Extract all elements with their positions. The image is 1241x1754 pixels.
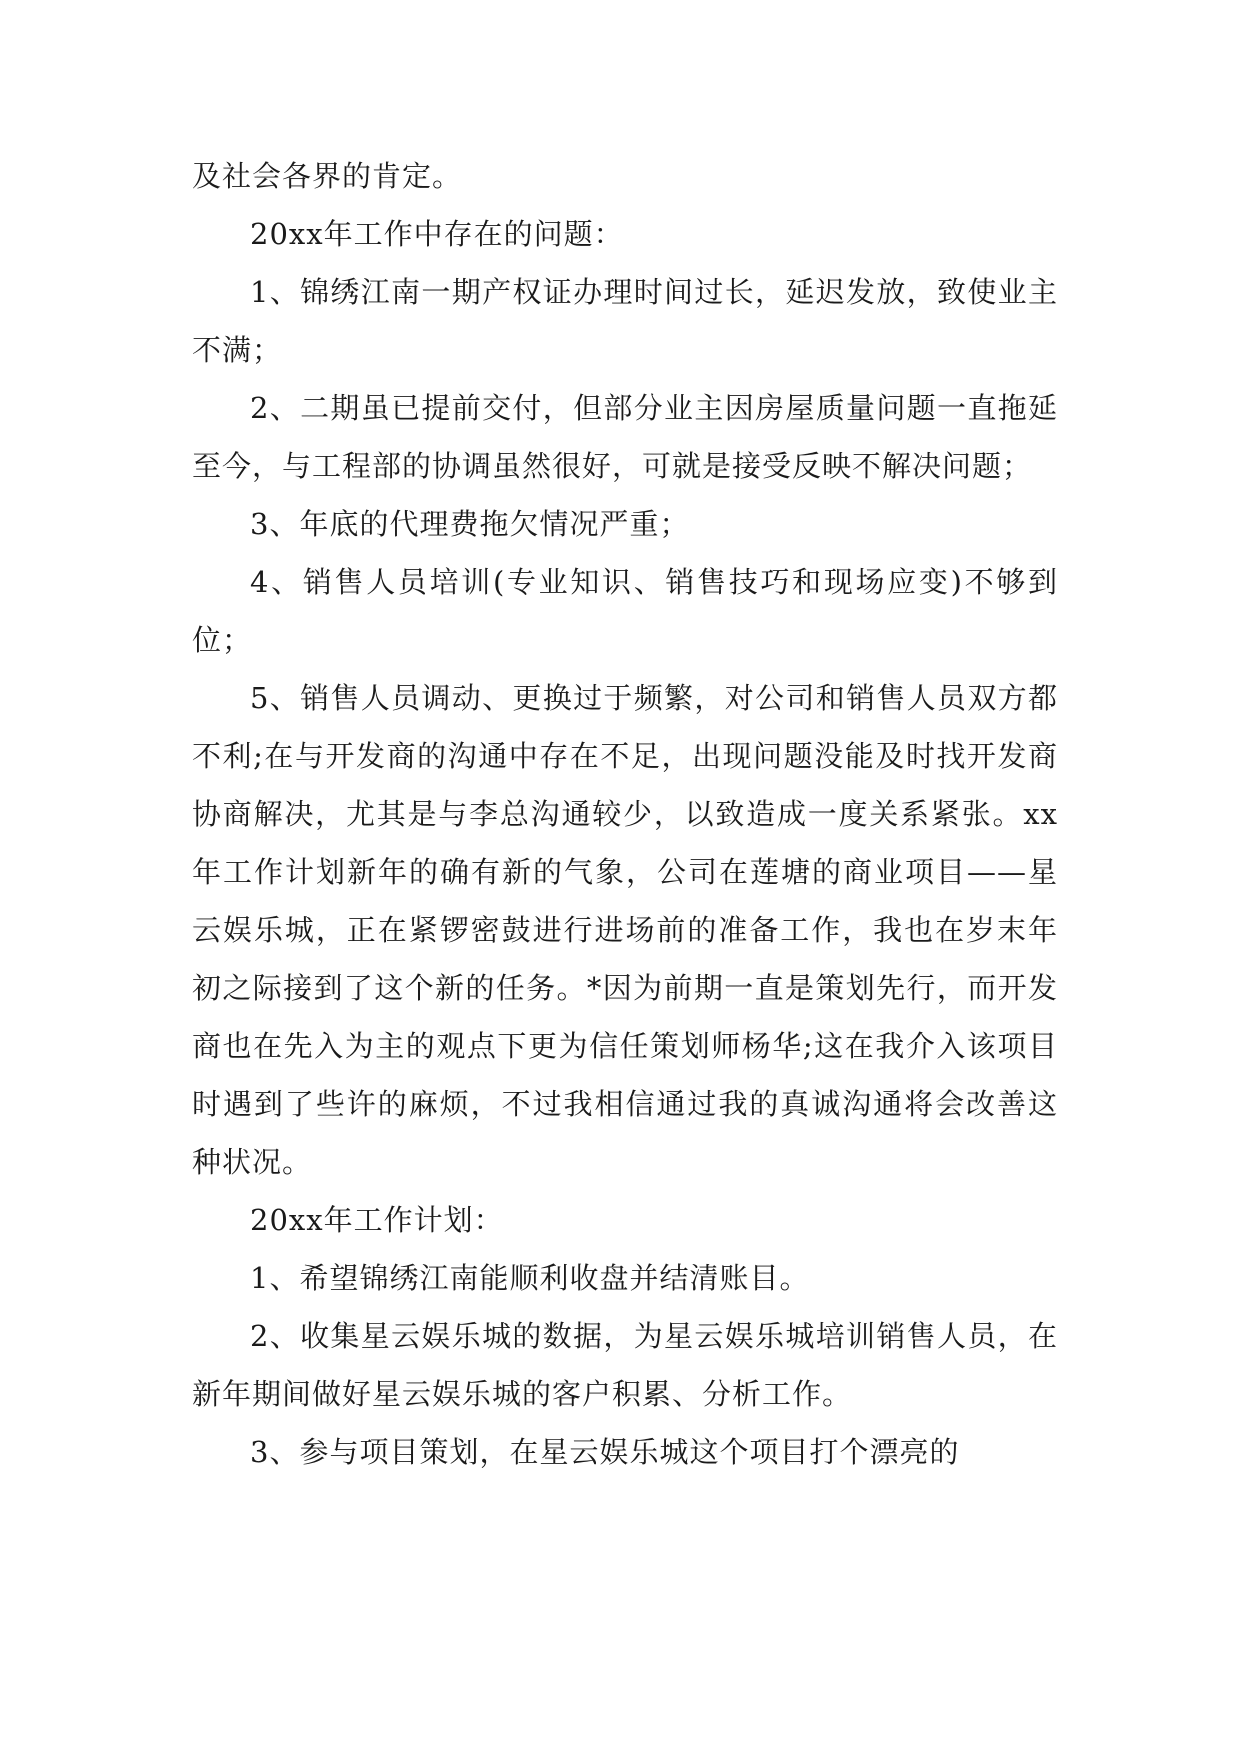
document-body (192, 147, 1058, 1481)
heading-problems: 20xx年工作中存在的问题： (250, 217, 624, 251)
problem-item-1: 1、锦绣江南一期产权证办理时间过长，延迟发放，致使业主不满； (192, 275, 1058, 367)
problem-item-3: 3、年底的代理费拖欠情况严重； (250, 507, 690, 541)
plan-item-3: 3、参与项目策划，在星云娱乐城这个项目打个漂亮的 (250, 1435, 960, 1469)
paragraph-continuation: 及社会各界的肯定。 (192, 159, 463, 193)
plan-item-1: 1、希望锦绣江南能顺利收盘并结清账目。 (250, 1261, 810, 1295)
heading-plan: 20xx年工作计划： (250, 1203, 504, 1237)
problem-item-4: 4、销售人员培训(专业知识、销售技巧和现场应变)不够到位； (192, 565, 1058, 657)
plan-item-2: 2、收集星云娱乐城的数据，为星云娱乐城培训销售人员，在新年期间做好星云娱乐城的客户积累、分析工作。 (192, 1319, 1058, 1411)
problem-item-2: 2、二期虽已提前交付，但部分业主因房屋质量问题一直拖延至今，与工程部的协调虽然很好，可就是接受反映不解决问题； (192, 391, 1058, 483)
problem-item-5: 5、销售人员调动、更换过于频繁，对公司和销售人员双方都不利;在与开发商的沟通中存在不足，出现问题没能及时找开发商协商解决，尤其是与李总沟通较少，以致造成一度关系紧张。xx年工作计划新年的确有新的气象，公司在莲塘的商业项目——星云娱乐城，正在紧锣密鼓进行进场前的准备工作，我也在岁末年初之际接到了这个新的任务。*因为前期一直是策划先行，而开发商也在先入为主的观点下更为信任策划师杨华;这在我介入该项目时遇到了些许的麻烦，不过我相信通过我的真诚沟通将会改善这种状况。 (192, 681, 1058, 1179)
